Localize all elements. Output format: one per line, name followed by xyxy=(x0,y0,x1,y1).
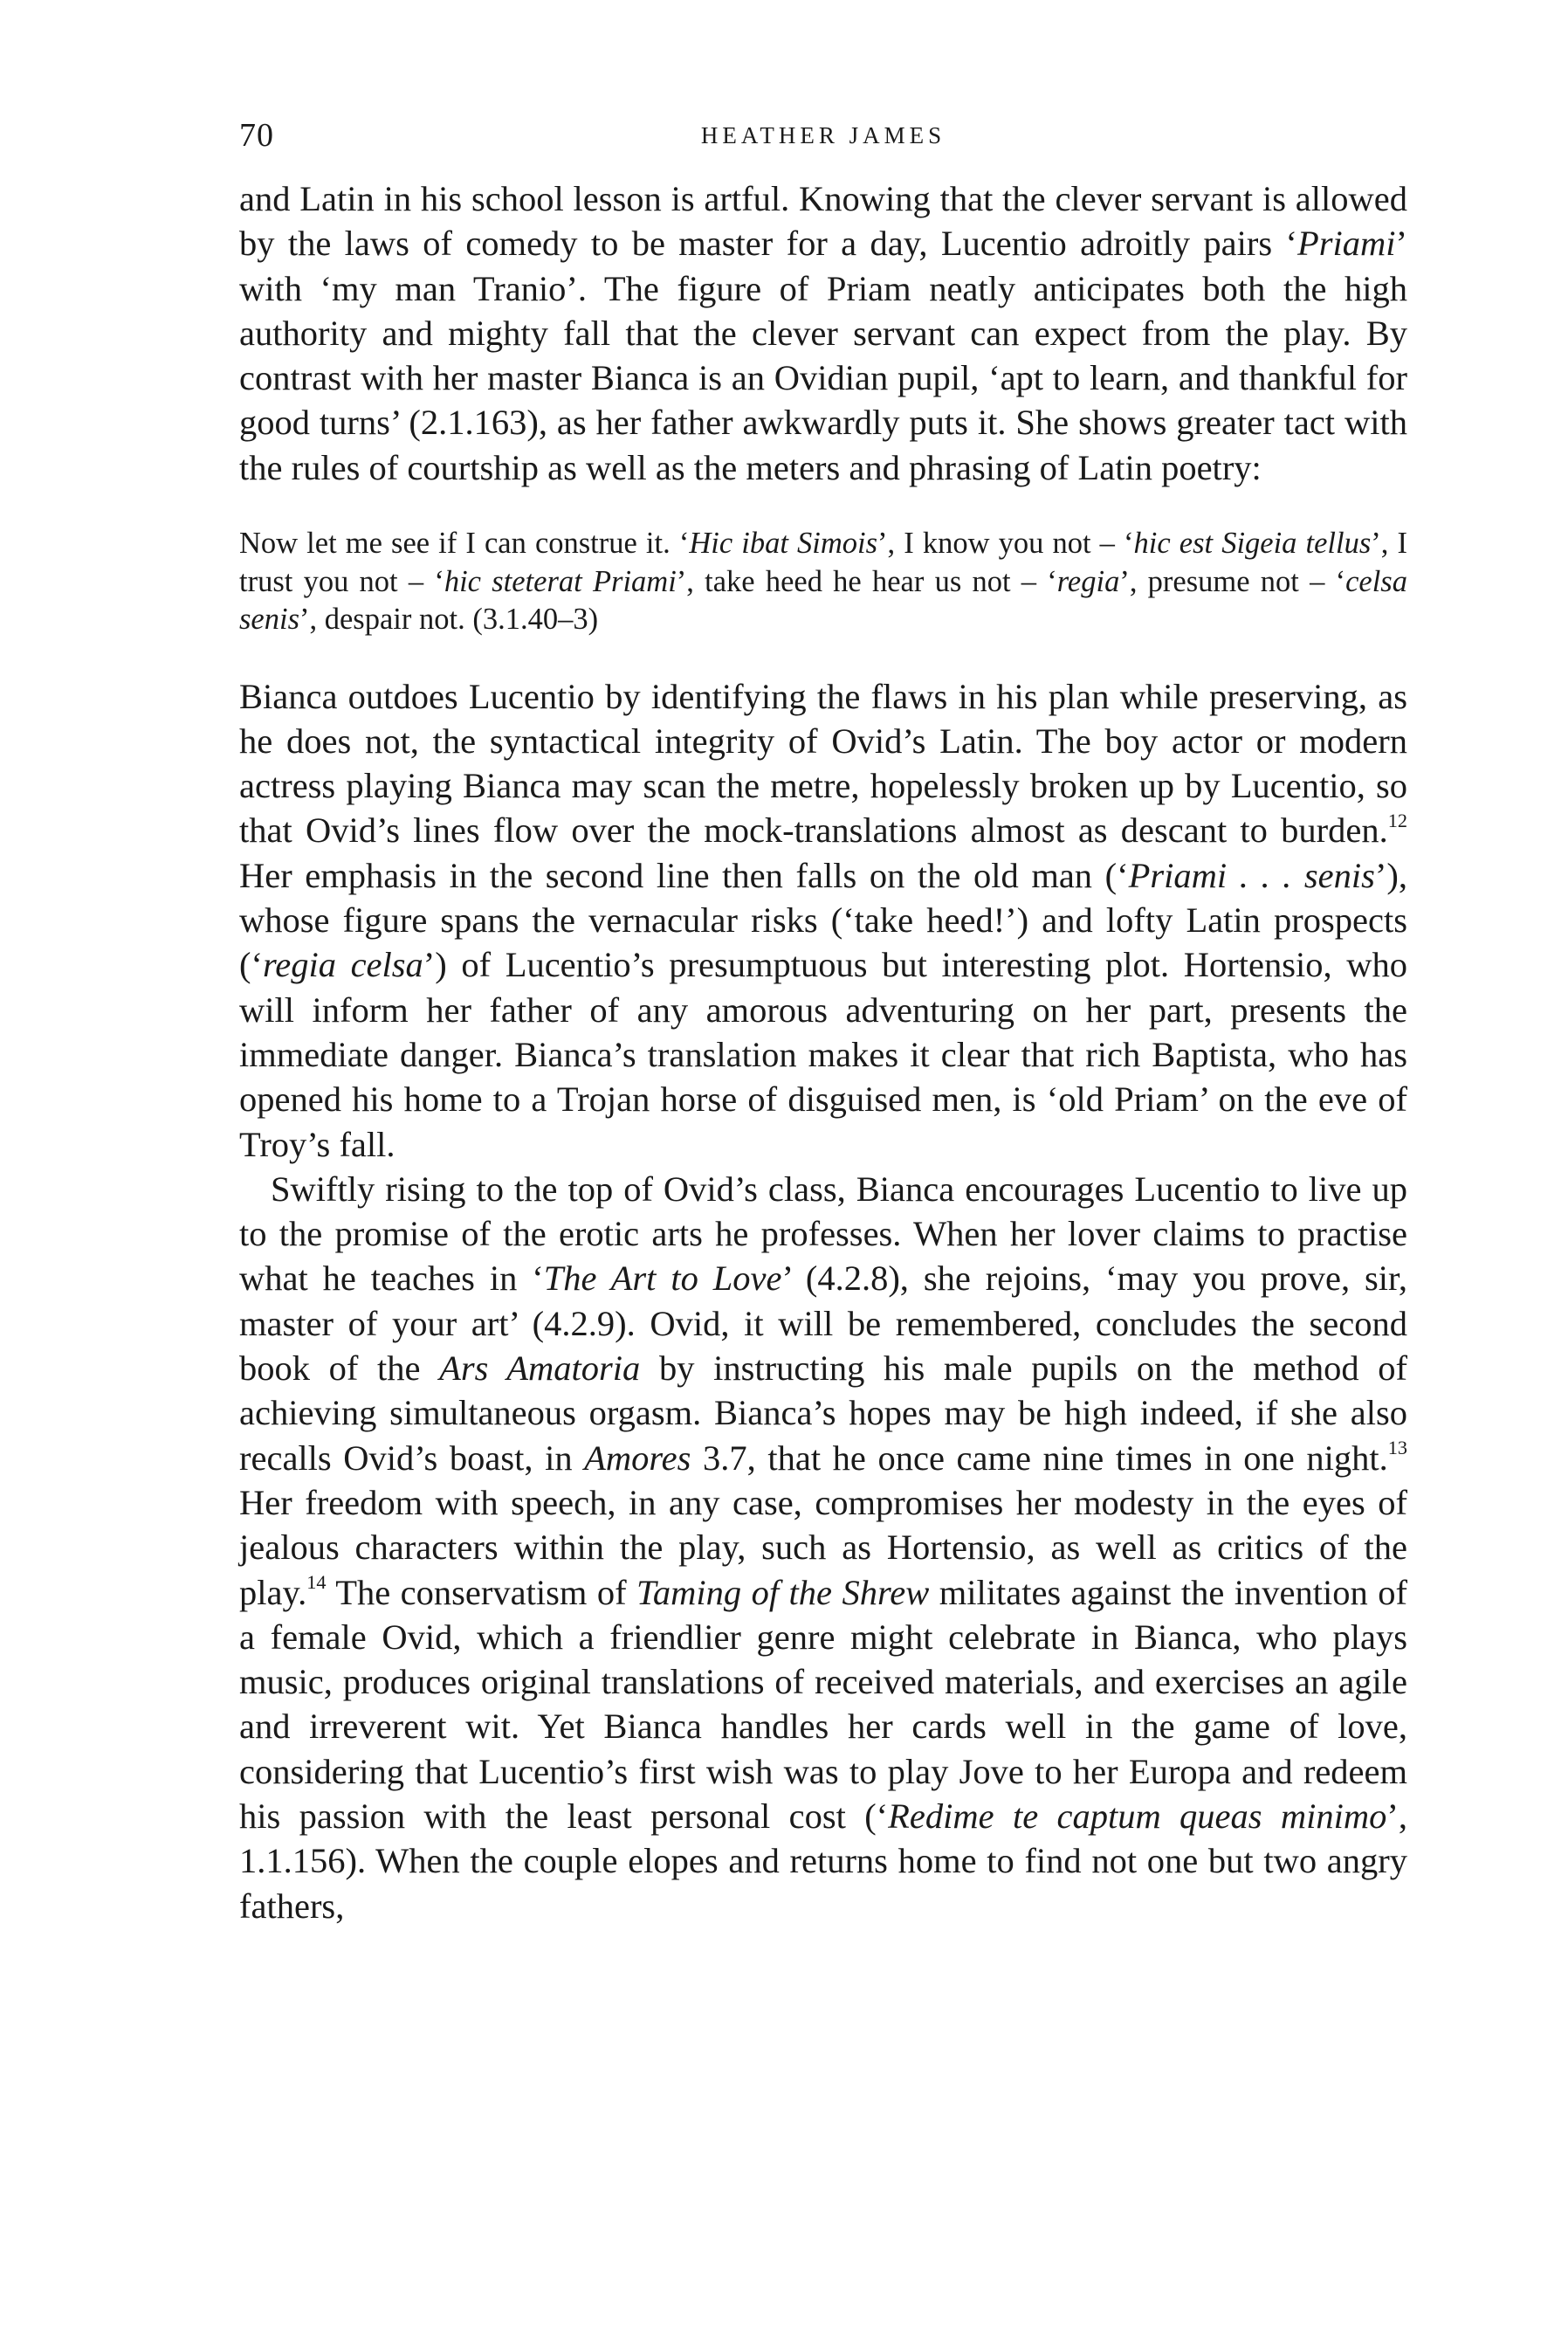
paragraph-3 xyxy=(239,1167,1407,1928)
text-run: ’, 1.1.156). When the couple elopes and returns home to find not one but two angry fathers, xyxy=(239,1796,1407,1926)
text-run: Her emphasis in the second line then falls on the old man (‘ xyxy=(239,855,1129,895)
text-run: ’ (4.2.8), she rejoins, ‘may you prove, sir, master of your art’ (4.2.9). Ovid, it will be remembered, concludes the second book of the xyxy=(239,1258,1408,1389)
paragraph-2 xyxy=(239,674,1407,1167)
italic-run: regia xyxy=(1056,564,1120,598)
footnote-marker-12: 12 xyxy=(1387,809,1407,831)
running-head xyxy=(239,114,1407,157)
italic-run: hic est Sigeia tellus xyxy=(1133,527,1372,561)
page-number: 70 xyxy=(239,117,274,154)
italic-run: Priami xyxy=(1296,224,1396,264)
italic-run: hic steterat Priami xyxy=(444,564,677,598)
paragraph-1 xyxy=(239,176,1407,490)
italic-run: The Art to Love xyxy=(543,1258,782,1299)
text-run: Now let me see if I can construe it. ‘ xyxy=(239,527,690,561)
italic-run: Priami . . . senis xyxy=(1128,855,1375,895)
running-head-author: HEATHER JAMES xyxy=(700,122,946,148)
text-run: ’, I trust you not – ‘ xyxy=(239,527,1408,598)
block-quotation xyxy=(239,525,1407,639)
italic-run: Hic ibat Simois xyxy=(689,527,878,561)
text-run: militates against the invention of a female Ovid, which a friendlier genre might celebrate in Bianca, who plays music, produces original translations of received materials, and exercises an agile and irreverent wit. Yet Bianca handles her cards well in the game of love, considering that Lucentio’s first wish was to play Jove to her Europa and redeem his passion with the least personal cost (‘ xyxy=(239,1572,1407,1836)
text-run: ’, presume not – ‘ xyxy=(1119,564,1346,598)
text-run: ’, despair not. (3.1.40–3) xyxy=(299,603,599,637)
text-run: ’, I know you not – ‘ xyxy=(877,527,1134,561)
page xyxy=(239,114,1407,1928)
italic-run: Taming of the Shrew xyxy=(636,1572,930,1612)
italic-run: regia celsa xyxy=(262,945,423,985)
text-run: 3.7, that he once came nine times in one night. xyxy=(691,1437,1388,1478)
footnote-marker-14: 14 xyxy=(306,1570,327,1593)
text-run: ’, take heed he hear us not – ‘ xyxy=(676,564,1057,598)
text-run: The conservatism of xyxy=(326,1572,637,1612)
text-run: ’), whose figure spans the vernacular risks (‘take heed!’) and lofty Latin prospects (‘ xyxy=(239,855,1407,985)
italic-run: celsa senis xyxy=(239,564,1407,637)
text-run: Her freedom with speech, in any case, compromises her modesty in the eyes of jealous characters within the play, such as Hortensio, as well as critics of the play. xyxy=(239,1482,1407,1612)
italic-run: Amores xyxy=(584,1437,691,1478)
text-run: and Latin in his school lesson is artful. Knowing that the clever servant is allowed by the laws of comedy to be master for a day, Lucentio adroitly pairs ‘ xyxy=(239,179,1407,264)
italic-run: Ars Amatoria xyxy=(439,1348,641,1389)
italic-run: Redime te captum queas minimo xyxy=(888,1796,1387,1836)
footnote-marker-13: 13 xyxy=(1387,1436,1407,1458)
text-run: by instructing his male pupils on the method of achieving simultaneous orgasm. Bianca’s hopes may be high indeed, if she also recalls Ovid’s boast, in xyxy=(239,1348,1407,1478)
text-run: Swiftly rising to the top of Ovid’s class, Bianca encourages Lucentio to live up to the promise of the erotic arts he professes. When her lover claims to practise what he teaches in ‘ xyxy=(239,1169,1407,1299)
text-run: Bianca outdoes Lucentio by identifying the flaws in his plan while preserving, as he does not, the syntactical integrity of Ovid’s Latin. The boy actor or modern actress playing Bianca may scan the metre, hopelessly broken up by Lucentio, so that Ovid’s lines flow over the mock-translations almost as descant to burden. xyxy=(239,676,1407,851)
text-run: ’) of Lucentio’s presumptuous but interesting plot. Hortensio, who will inform her father of any amorous adventuring on her part, presents the immediate danger. Bianca’s translation makes it clear that rich Baptista, who has opened his home to a Trojan horse of disguised men, is ‘old Priam’ on the eve of Troy’s fall. xyxy=(239,945,1407,1164)
text-run: ’ with ‘my man Tranio’. The figure of Priam neatly anticipates both the high authority and mighty fall that the clever servant can expect from the play. By contrast with her master Bianca is an Ovidian pupil, ‘apt to learn, and thankful for good turns’ (2.1.163), as her father awkwardly puts it. She shows greater tact with the rules of courtship as well as the meters and phrasing of Latin poetry: xyxy=(239,224,1407,487)
